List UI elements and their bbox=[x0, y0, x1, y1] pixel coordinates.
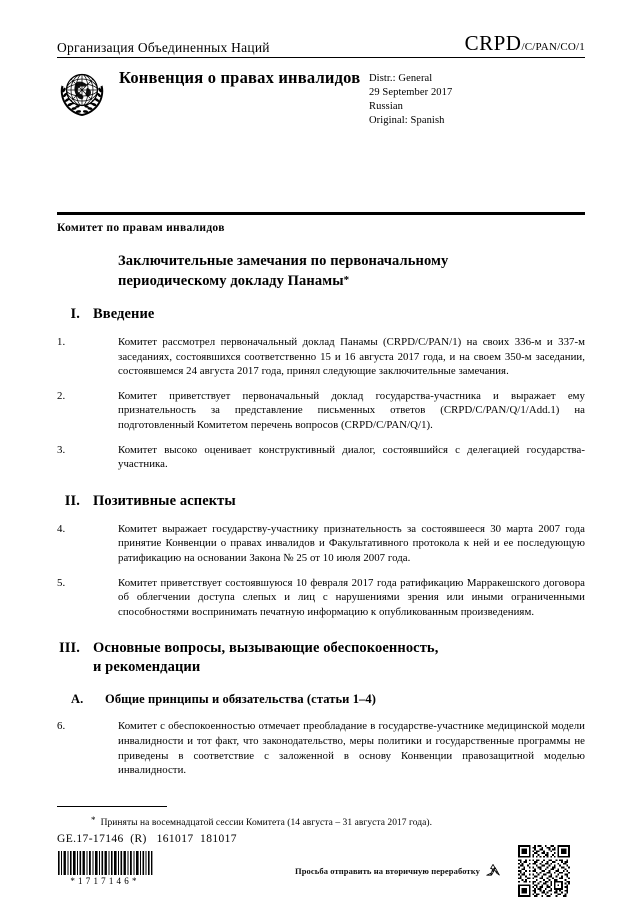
paragraph-text-1: Комитет рассмотрел первоначальный доклад Панамы (CRPD/C/PAN/1) на своих 336-м и 337-м заседаниях, состоявшихся соответственно 15 и 16 августа 2017 года, и на своем 350-м заседании, состоявшемся 24 августа 2017 года, принял следующие заключительные замечания. bbox=[118, 336, 585, 378]
paragraph-number-3: 3. bbox=[57, 443, 66, 456]
ge-document-code: GE.17-17146 (R) 161017 181017 bbox=[57, 833, 237, 845]
section-title-i: Введение bbox=[93, 306, 155, 322]
document-symbol-suffix: /C/PAN/CO/1 bbox=[521, 41, 585, 53]
distribution-type: Distr.: General bbox=[369, 73, 433, 84]
document-symbol-main: CRPD bbox=[464, 31, 522, 55]
paragraph-text-3: Комитет высоко оценивает конструктивный диалог, состоявшийся с делегацией государства-участника. bbox=[118, 443, 585, 471]
distribution-block bbox=[369, 66, 544, 128]
qr-code bbox=[518, 845, 570, 897]
paragraph-1 bbox=[57, 335, 585, 379]
paragraph-number-1: 1. bbox=[57, 336, 66, 348]
subsection-letter-a: A. bbox=[71, 692, 84, 707]
paragraph-4 bbox=[57, 522, 585, 566]
organization-name: Организация Объединенных Наций bbox=[57, 39, 270, 55]
paragraph-number-6: 6. bbox=[57, 720, 66, 733]
header-body bbox=[57, 66, 585, 128]
recycling-icon bbox=[484, 862, 502, 880]
recycling-notice bbox=[295, 862, 502, 880]
paragraph-6 bbox=[57, 719, 585, 777]
page-title-line1: Заключительные замечания по первоначальному bbox=[118, 253, 449, 269]
footnote bbox=[57, 814, 585, 830]
subsection-heading-a bbox=[57, 691, 585, 708]
section-heading-ii bbox=[57, 492, 585, 511]
page-title-footnote-marker: * bbox=[343, 274, 350, 286]
paragraph-2 bbox=[57, 389, 585, 433]
section-title-iii-line1: Основные вопросы, вызывающие обеспокоенность, bbox=[93, 640, 439, 657]
emblem-container bbox=[57, 66, 119, 118]
document-symbol bbox=[465, 33, 585, 54]
section-heading-iii bbox=[57, 639, 585, 677]
paragraph-3 bbox=[57, 443, 585, 472]
paragraph-number-2: 2. bbox=[57, 389, 66, 402]
page-title-line2: периодическому докладу Панамы bbox=[118, 273, 344, 289]
paragraph-text-6: Комитет с обеспокоенностью отмечает преобладание в государстве-участнике медицинской модели инвалидности и тот факт, что законодательство, меры политики и государственные программы не приведены в соответствие с заложенной в основу Конвенции правозащитной моделью инвалидности. bbox=[118, 720, 585, 777]
section-title-iii-line2: и рекомендации bbox=[93, 659, 201, 676]
paragraph-text-2: Комитет приветствует первоначальный доклад государства-участника и выражает ему признательность за представление письменных ответов (CRPD/C/PAN/Q/1/Add.1) на подготовленный Комитетом перечень вопросов (CRPD/C/PAN/Q/1). bbox=[118, 389, 585, 431]
paragraph-5 bbox=[57, 576, 585, 620]
distribution-language: Russian bbox=[369, 101, 403, 112]
section-title-ii: Позитивные аспекты bbox=[93, 492, 236, 509]
paragraph-number-5: 5. bbox=[57, 576, 66, 589]
subsection-title-a: Общие принципы и обязательства (статьи 1–4) bbox=[105, 692, 377, 707]
barcode bbox=[57, 851, 153, 886]
footnote-marker: * bbox=[91, 815, 96, 825]
distribution-original: Original: Spanish bbox=[369, 115, 445, 126]
header-divider-thin bbox=[57, 57, 585, 58]
section-heading-i bbox=[57, 305, 585, 324]
document-body bbox=[57, 305, 585, 778]
recycling-text: Просьба отправить на вторичную переработку bbox=[295, 866, 480, 876]
section-divider-thick bbox=[57, 212, 585, 215]
masthead bbox=[57, 33, 585, 54]
paragraph-number-4: 4. bbox=[57, 522, 66, 535]
section-title-iii bbox=[93, 639, 585, 677]
footnote-text: Приняты на восемнадцатой сессии Комитета (14 августа – 31 августа 2017 года). bbox=[100, 818, 433, 828]
un-emblem-icon bbox=[57, 68, 107, 118]
barcode-number: *1717146* bbox=[70, 876, 140, 886]
page-title bbox=[118, 252, 528, 291]
committee-name: Комитет по правам инвалидов bbox=[57, 222, 225, 234]
qr-code-icon bbox=[518, 845, 570, 897]
section-number-ii: II. bbox=[64, 492, 80, 509]
section-number-iii: III. bbox=[59, 640, 80, 657]
paragraph-text-4: Комитет выражает государству-участнику признательность за состоявшееся 30 марта 2007 года принятие Конвенции о правах инвалидов и Факультативного протокола к ней и ее последующую ратификацию на основании Закона № 25 от 10 июля 2007 года. bbox=[118, 522, 585, 564]
convention-title: Конвенция о правах инвалидов bbox=[119, 68, 361, 87]
footnote-block bbox=[57, 806, 585, 830]
footnote-divider bbox=[57, 806, 167, 807]
section-number-i: I. bbox=[70, 306, 80, 322]
distribution-date: 29 September 2017 bbox=[369, 87, 453, 98]
barcode-icon bbox=[57, 851, 153, 875]
paragraph-text-5: Комитет приветствует состоявшуюся 10 февраля 2017 года ратификацию Марракешского договора об облегчении доступа слепых и лиц с нарушениями зрения или иными ограниченными способностями воспринимать печатную информацию к опубликованным произведениям. bbox=[118, 576, 585, 618]
